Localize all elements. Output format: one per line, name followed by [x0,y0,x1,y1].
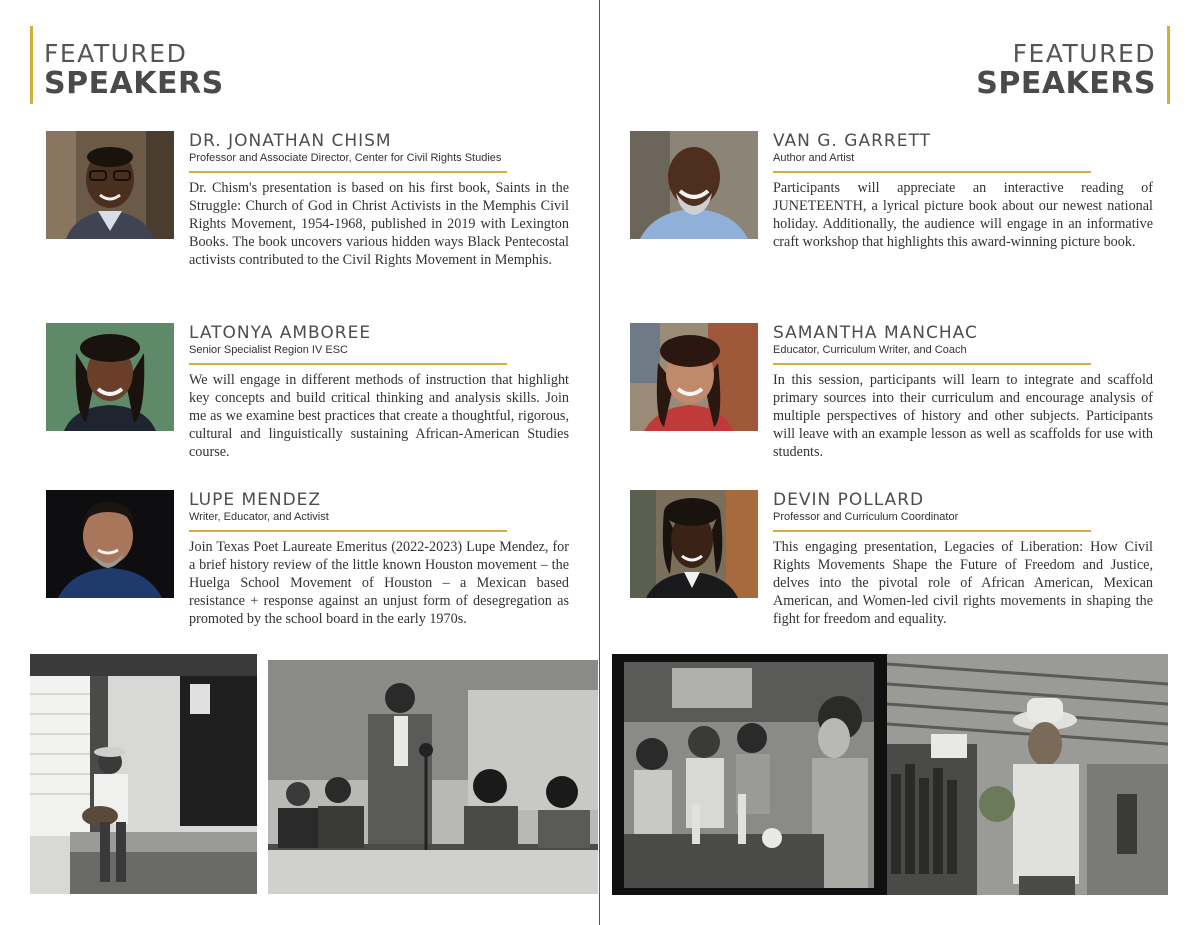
gold-rule [773,363,1091,365]
speaker-role: Professor and Associate Director, Center for Civil Rights Studies [189,152,502,164]
speaker-photo [46,131,174,239]
speaker-photo [630,131,758,239]
speaker-name: SAMANTHA MANCHAC [773,323,978,343]
speaker-role: Educator, Curriculum Writer, and Coach [773,344,967,356]
historical-photo-classroom-children [612,654,887,895]
speaker-role: Professor and Curriculum Coordinator [773,511,959,523]
speaker-photo [46,323,174,431]
speaker-text [189,490,569,628]
speaker-name: VAN G. GARRETT [773,131,931,151]
historical-photo-speaker-panel [268,660,598,894]
heading-line-speakers: SPEAKERS [44,66,224,101]
speaker-role: Writer, Educator, and Activist [189,511,329,523]
speaker-text [189,323,569,461]
gold-rule [773,171,1091,173]
speaker-bio: This engaging presentation, Legacies of Liberation: How Civil Rights Movements Shape the Future of Freedom and Justice, delves into the pivotal role of African American, Mexican American, and Women-led civil rights movements in shaping the fight for freedom and equality. [773,539,1153,627]
speaker-name: LATONYA AMBOREE [189,323,372,343]
speaker-bio: We will engage in different methods of instruction that highlight key concepts and build critical thinking and analysis skills. Join me as we examine best practices that create a thoughtful, rigorous, cultural and linguistically sustaining African-American Studies course. [189,372,569,460]
speaker-bio: Participants will appreciate an interactive reading of JUNETEENTH, a lyrical picture book about our newest national holiday. Additionally, the audience will engage in an informative craft workshop that highlights this award-winning picture book. [773,180,1153,250]
speaker-bio: Join Texas Poet Laureate Emeritus (2022-2023) Lupe Mendez, for a brief history review of the little known Houston movement – the Huelga School Movement of Houston – a Mexican based resistance + response against an unjust form of desegregation as promoted by the school board in the early 1970s. [189,539,569,627]
speaker-bio: In this session, participants will learn to integrate and scaffold primary sources into their curriculum and encourage analysis of multiple perspectives of history and other subjects. Participants will leave with an example lesson as well as scaffolds for use with students. [773,372,1153,460]
page-divider [599,0,600,925]
featured-speakers-heading-right [976,26,1170,104]
speaker-name: DR. JONATHAN CHISM [189,131,392,151]
heading-line-featured: FEATURED [44,39,188,68]
historical-photo-porch-guitarist [30,654,257,894]
gold-rule [189,363,507,365]
gold-rule [189,530,507,532]
speaker-bio: Dr. Chism's presentation is based on his first book, Saints in the Struggle: Church of God in Christ Activists in the Memphis Civil Rights Movement, 1954-1968, published in 2019 with Lexington Books. The book uncovers various hidden ways Black Pentecostal activists contributed to the Civil Rights Movement in Memphis. [189,180,569,268]
heading-line-featured: FEATURED [1012,39,1156,68]
speaker-photo [630,323,758,431]
speaker-photo [630,490,758,598]
featured-speakers-heading-left [30,26,224,104]
speaker-text [773,323,1153,461]
speaker-text [773,490,1153,628]
gold-rule [773,530,1091,532]
speaker-text [189,131,569,269]
heading-line-speakers: SPEAKERS [976,66,1156,101]
speaker-name: LUPE MENDEZ [189,490,322,510]
speaker-text [773,131,1153,251]
speaker-name: DEVIN POLLARD [773,490,925,510]
gold-rule [189,171,507,173]
historical-photo-market-vendor [887,654,1168,895]
speaker-photo [46,490,174,598]
speaker-role: Author and Artist [773,152,855,164]
speaker-role: Senior Specialist Region IV ESC [189,344,348,356]
